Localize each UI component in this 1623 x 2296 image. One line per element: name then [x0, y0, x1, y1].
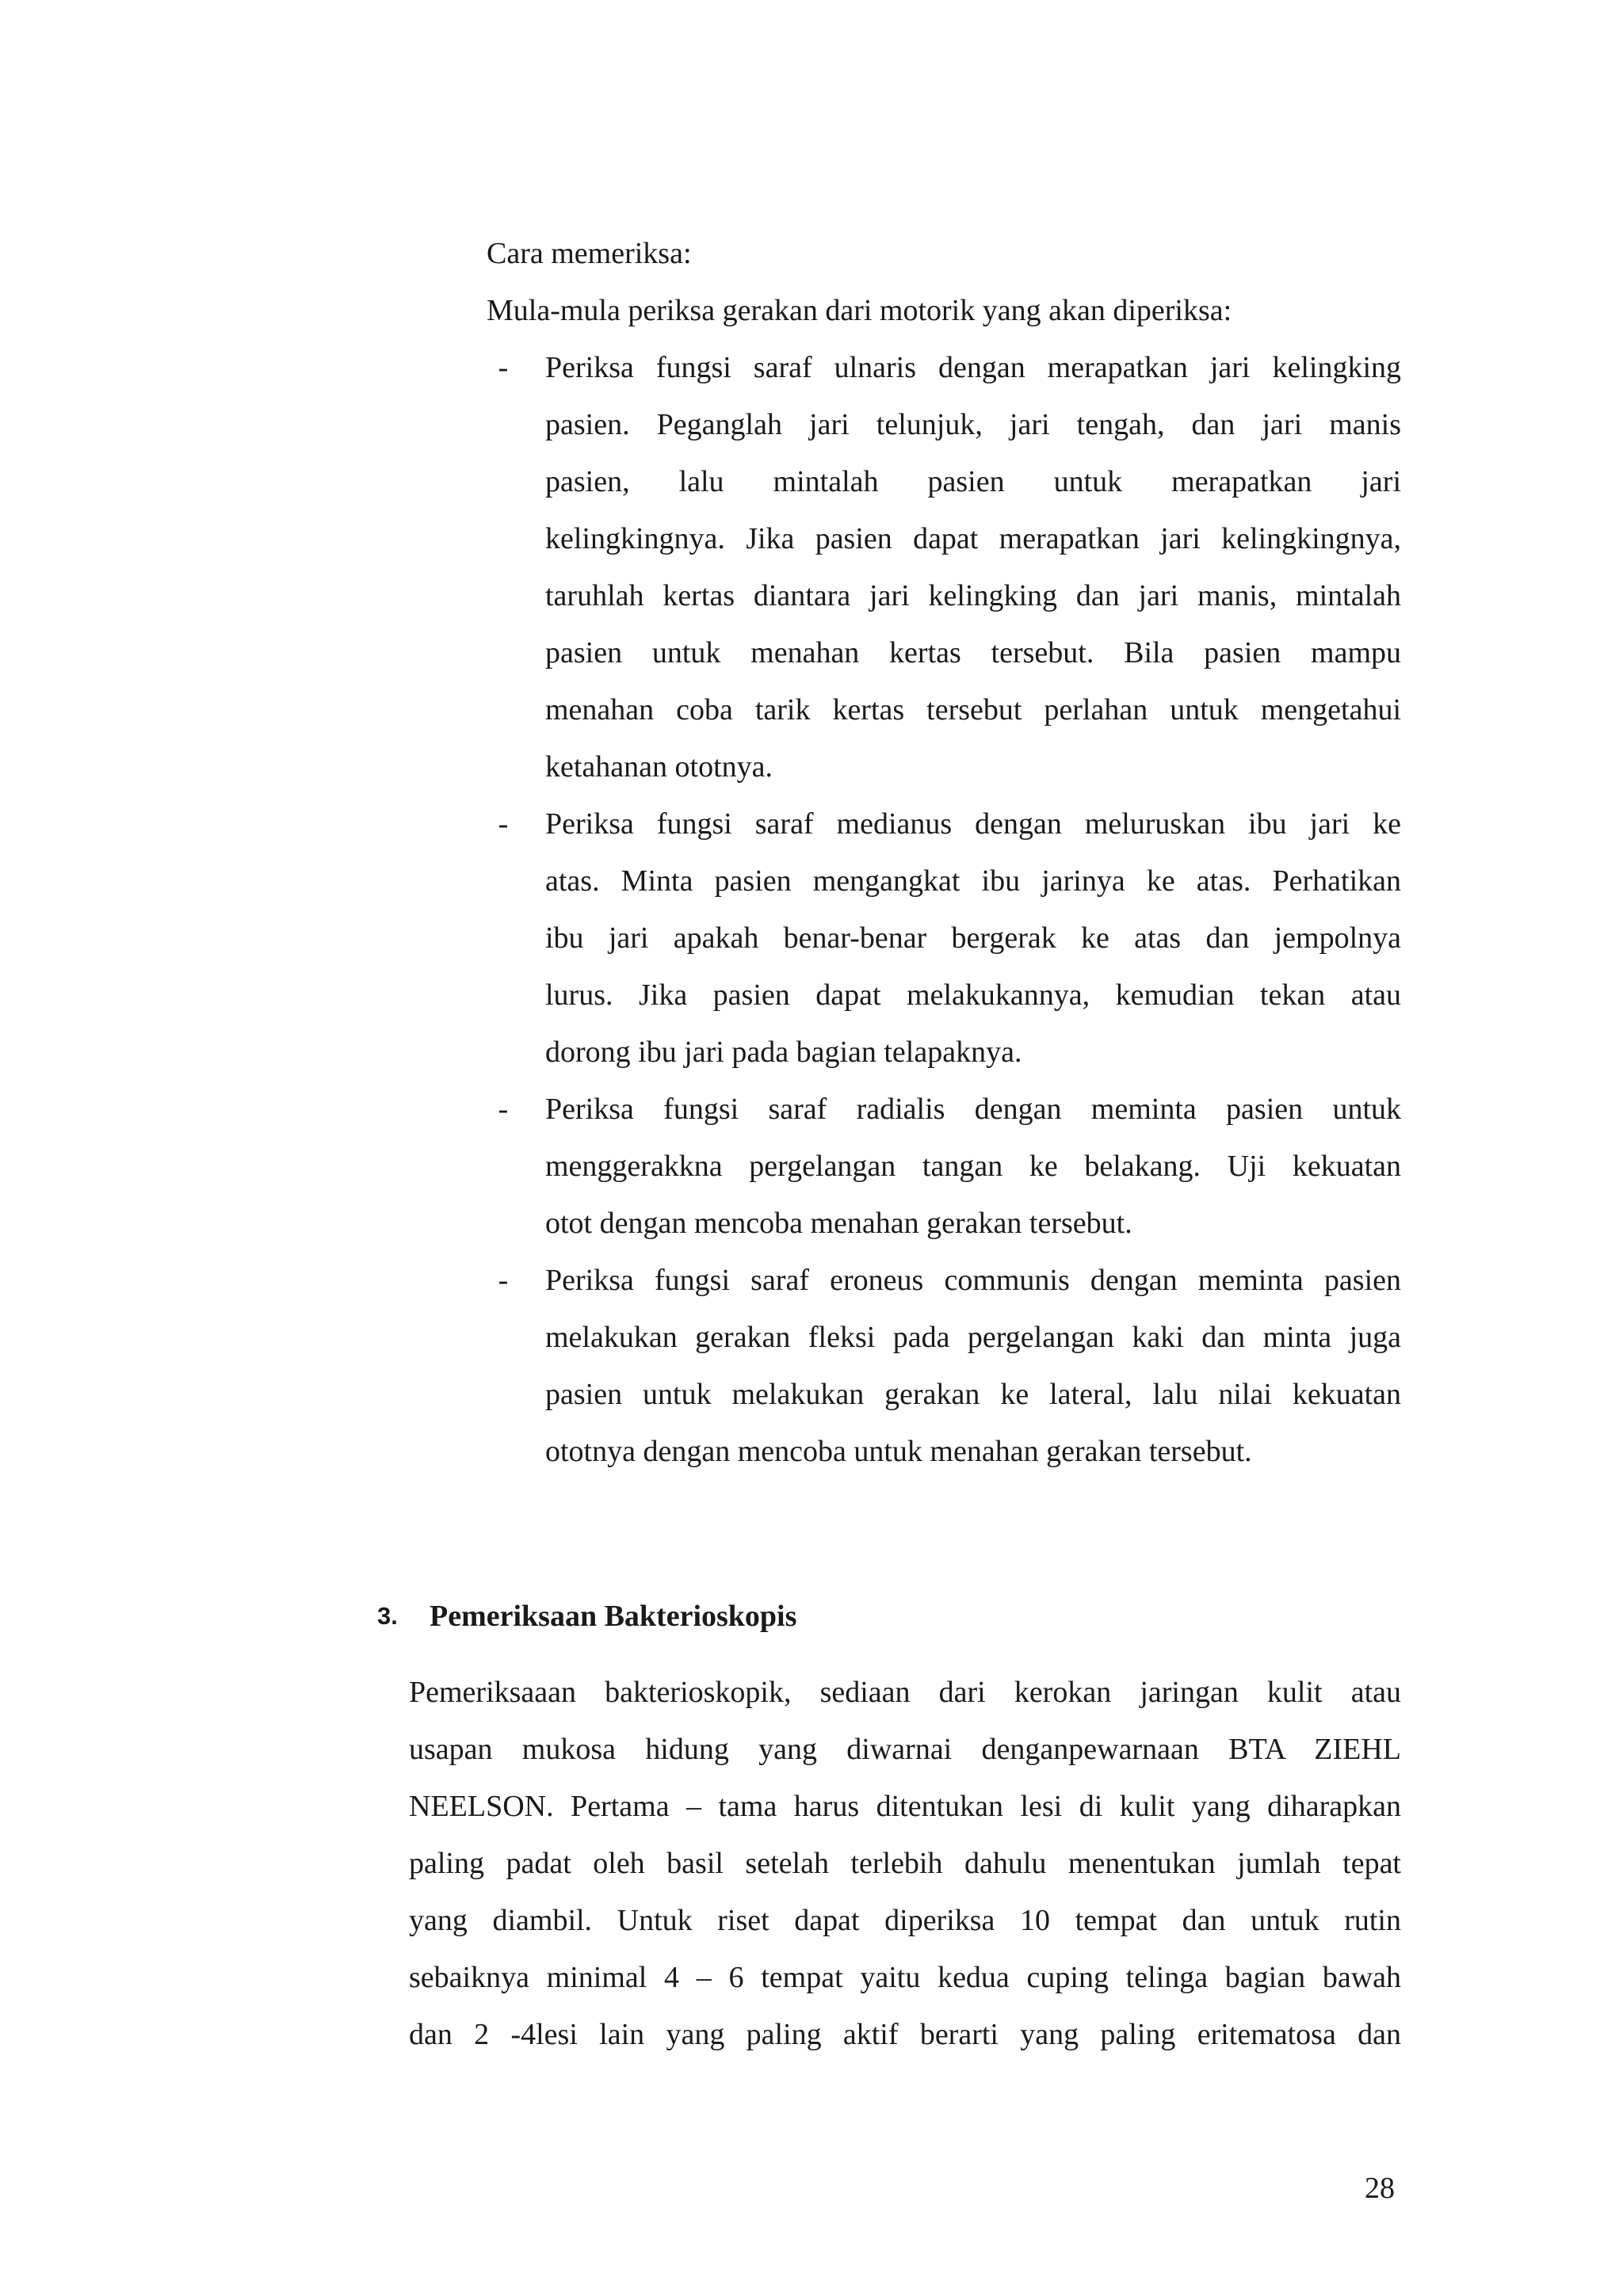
bullet-dash: -: [498, 807, 509, 841]
bullet-line: Periksa fungsi saraf ulnaris dengan merapatkan jari kelingking: [545, 351, 1401, 384]
paragraph-line: NEELSON. Pertama – tama harus ditentukan lesi di kulit yang diharapkan: [409, 1790, 1401, 1823]
page-number: 28: [1365, 2172, 1395, 2205]
paragraph-line: dan 2 -4lesi lain yang paling aktif berarti yang paling eritematosa dan: [409, 2018, 1401, 2051]
bullet-line: pasien untuk melakukan gerakan ke lateral, lalu nilai kekuatan: [545, 1378, 1401, 1411]
paragraph-line: sebaiknya minimal 4 – 6 tempat yaitu kedua cuping telinga bagian bawah: [409, 1961, 1401, 1994]
bullet-line: menggerakkna pergelangan tangan ke belakang. Uji kekuatan: [545, 1150, 1401, 1183]
bullet-line: Periksa fungsi saraf radialis dengan meminta pasien untuk: [545, 1093, 1401, 1126]
section-intro-title: Cara memeriksa:: [487, 237, 692, 270]
bullet-line: Periksa fungsi saraf medianus dengan meluruskan ibu jari ke: [545, 807, 1401, 841]
bullet-line: atas. Minta pasien mengangkat ibu jarinya ke atas. Perhatikan: [545, 864, 1401, 898]
bullet-line: taruhlah kertas diantara jari kelingking dan jari manis, mintalah: [545, 579, 1401, 612]
bullet-line: kelingkingnya. Jika pasien dapat merapatkan jari kelingkingnya,: [545, 522, 1401, 555]
bullet-line: dorong ibu jari pada bagian telapaknya.: [545, 1035, 1022, 1069]
bullet-line: ibu jari apakah benar-benar bergerak ke atas dan jempolnya: [545, 921, 1401, 955]
bullet-line: ketahanan ototnya.: [545, 750, 773, 784]
bullet-line: menahan coba tarik kertas tersebut perlahan untuk mengetahui: [545, 693, 1401, 727]
section-number: 3.: [377, 1602, 398, 1630]
paragraph-line: usapan mukosa hidung yang diwarnai denganpewarnaan BTA ZIEHL: [409, 1733, 1401, 1766]
bullet-line: Periksa fungsi saraf eroneus communis dengan meminta pasien: [545, 1264, 1401, 1297]
paragraph-line: Pemeriksaaan bakterioskopik, sediaan dari kerokan jaringan kulit atau: [409, 1676, 1401, 1709]
paragraph-line: paling padat oleh basil setelah terlebih dahulu menentukan jumlah tepat: [409, 1847, 1401, 1880]
bullet-line: pasien. Peganglah jari telunjuk, jari tengah, dan jari manis: [545, 408, 1401, 441]
bullet-line: otot dengan mencoba menahan gerakan tersebut.: [545, 1207, 1132, 1240]
bullet-line: ototnya dengan mencoba untuk menahan gerakan tersebut.: [545, 1435, 1252, 1468]
bullet-line: pasien untuk menahan kertas tersebut. Bila pasien mampu: [545, 636, 1401, 669]
bullet-dash: -: [498, 1093, 509, 1126]
section-intro-subtitle: Mula-mula periksa gerakan dari motorik yang akan diperiksa:: [487, 294, 1232, 327]
bullet-line: lurus. Jika pasien dapat melakukannya, kemudian tekan atau: [545, 978, 1401, 1012]
bullet-dash: -: [498, 351, 509, 384]
paragraph-line: yang diambil. Untuk riset dapat diperiksa 10 tempat dan untuk rutin: [409, 1904, 1401, 1937]
bullet-line: pasien, lalu mintalah pasien untuk merapatkan jari: [545, 465, 1401, 498]
bullet-dash: -: [498, 1264, 509, 1297]
section-heading: Pemeriksaan Bakterioskopis: [430, 1600, 797, 1633]
bullet-line: melakukan gerakan fleksi pada pergelangan kaki dan minta juga: [545, 1321, 1401, 1354]
